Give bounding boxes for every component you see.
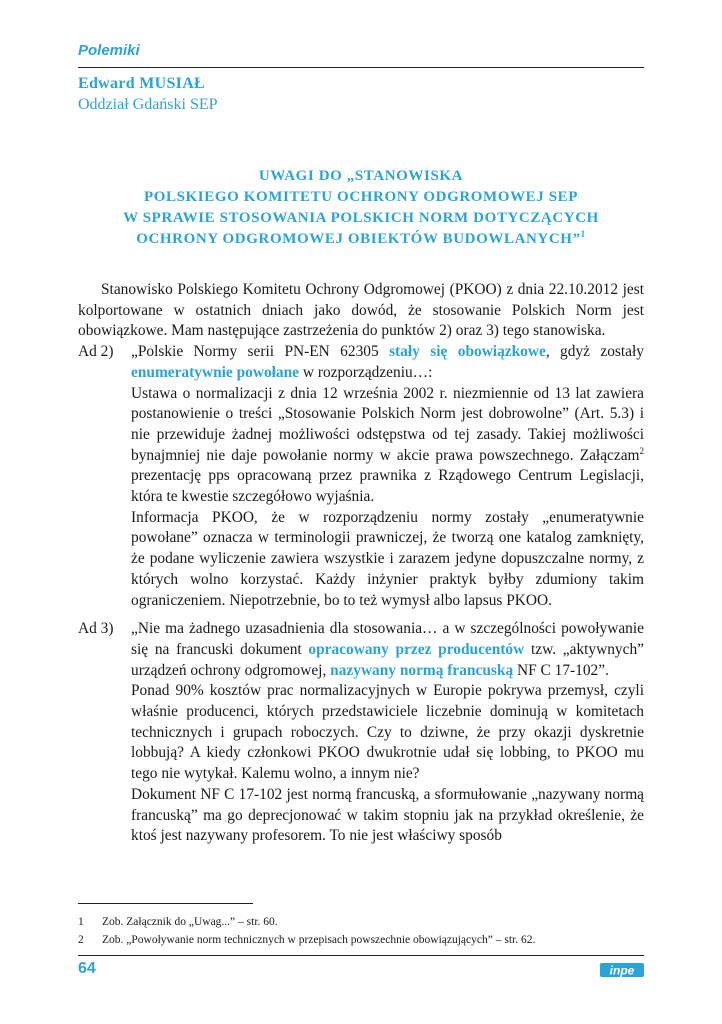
ad3-label: Ad 3) <box>78 620 114 638</box>
ad3-paragraph-3: Dokument NF C 17-102 jest normą francuską, a sformułowanie „nazywany normą francuską” ma go deprecjonować w takim stopniu jak na przykład określenie, że ktoś jest nazywany profesorem. To nie jest właściwy sposób <box>131 785 644 845</box>
footnote <box>78 931 644 949</box>
footnote-rule <box>78 903 253 904</box>
footnotes <box>78 913 644 949</box>
ad2-quote <box>131 342 644 383</box>
ad2-highlight-1: stały się obowiązkowe <box>389 343 546 361</box>
article-body <box>78 280 644 847</box>
author-affiliation: Oddział Gdański SEP <box>78 96 218 113</box>
page-number: 64 <box>78 960 96 977</box>
section-label: Polemiki <box>78 42 140 59</box>
ad3-highlight-2: nazywany normą francuską <box>330 661 514 679</box>
header-rule <box>78 67 644 68</box>
ad2-quote-text: w rozporządzeniu…: <box>299 363 433 381</box>
ad3-highlight-1: opracowany przez producentów <box>308 640 525 658</box>
ad2-highlight-2: enumeratywnie powołane <box>131 363 300 381</box>
ad3-quote <box>131 619 644 681</box>
footnote-number: 2 <box>78 934 84 946</box>
title-footnote-mark: 1 <box>580 229 586 239</box>
ad3-section <box>78 619 644 847</box>
ad3-body <box>131 619 644 847</box>
ad3-quote-text: NF C 17-102”. <box>513 661 609 679</box>
ad2-label: Ad 2) <box>78 343 114 361</box>
article-title <box>78 166 644 250</box>
title-line-4-text: OCHRONY ODGROMOWEJ OBIEKTÓW BUDOWLANYCH” <box>136 231 581 247</box>
ad2-quote-text: „Polskie Normy serii PN-EN 62305 <box>131 343 390 361</box>
footnote-text: Zob. Załącznik do „Uwag...” – str. 60. <box>102 916 278 928</box>
title-line-4 <box>78 229 644 250</box>
svg-text:inpe: inpe <box>609 963 635 978</box>
ad2-p2-text: Ustawa o normalizacji z dnia 12 września 2002 r. niezmiennie od 13 lat zawiera postanowienie o treści „Stosowanie Polskich Norm jest dobrowolne” (Art. 5.3) i nie przewiduje żadnej możliwości odstępstwa od tej zasady. Takiej możliwości bynajmniej nie daje powołanie normy w akcie prawa powszechnego. Załączam <box>131 384 644 464</box>
ad3-paragraph-2: Ponad 90% kosztów prac normalizacyjnych w Europie pokrywa przemysł, czyli właśnie producenci, których przedstawiciele liczebnie dominują w komitetach technicznych i grupach roboczych. Czy to dziwne, że przy okazji dyskretnie lobbują? A kiedy członkowi PKOO dwukrotnie udał się lobbing, to PKOO mu tego nie wytykał. Kalemu wolno, a innym nie? <box>131 682 644 783</box>
ad2-paragraph-2 <box>131 384 644 508</box>
footer-rule <box>78 955 644 956</box>
ad2-p2-text: prezentację pps opracowaną przez prawnika z Rządowego Centrum Legislacji, która te kwestie szczegółowo wyjaśnia. <box>131 467 644 506</box>
footnote-number: 1 <box>78 916 84 928</box>
inpe-logo-icon <box>600 960 644 980</box>
ad2-section <box>78 342 644 611</box>
ad3-quote-text: tzw. „aktywnych” urządzeń ochrony odgromowej, <box>131 640 644 679</box>
title-line-2: POLSKIEGO KOMITETU OCHRONY ODGROMOWEJ SEP <box>143 189 579 205</box>
ad3-quote-text: „Nie ma żadnego uzasadnienia dla stosowania… a w szczególności powoływanie się na francuski dokument <box>131 620 644 658</box>
ad2-paragraph-3: Informacja PKOO, że w rozporządzeniu normy zostały „enumeratywnie powołane” oznacza w terminologii prawniczej, że tworzą one katalog zamknięty, że podane wyliczenie zawiera wszystkie i zarazem jedyne dopuszczalne normy, z których wolno korzystać. Każdy inżynier praktyk byłby zdumiony takim ograniczeniem. Niepotrzebnie, bo to też wymysł albo lapsus PKOO. <box>131 508 644 609</box>
footnote-text: Zob. „Powoływanie norm technicznych w przepisach powszechnie obowiązujących” – str. 62. <box>102 934 536 946</box>
footnote <box>78 913 644 931</box>
footnote-ref-2: 2 <box>639 445 644 456</box>
title-line-3: W SPRAWIE STOSOWANIA POLSKICH NORM DOTYCZĄCYCH <box>123 210 599 226</box>
ad2-quote-text: , gdyż zostały <box>545 343 644 361</box>
author-name: Edward MUSIAŁ <box>78 75 206 92</box>
title-line-1: UWAGI DO „STANOWISKA <box>258 168 464 184</box>
ad2-body <box>131 342 644 611</box>
intro-paragraph: Stanowisko Polskiego Komitetu Ochrony Odgromowej (PKOO) z dnia 22.10.2012 jest kolportowane w ostatnich dniach jako dowód, że stosowanie Polskich Norm jest obowiązkowe. Mam następujące zastrzeżenia do punktów 2) oraz 3) tego stanowiska. <box>78 281 644 340</box>
